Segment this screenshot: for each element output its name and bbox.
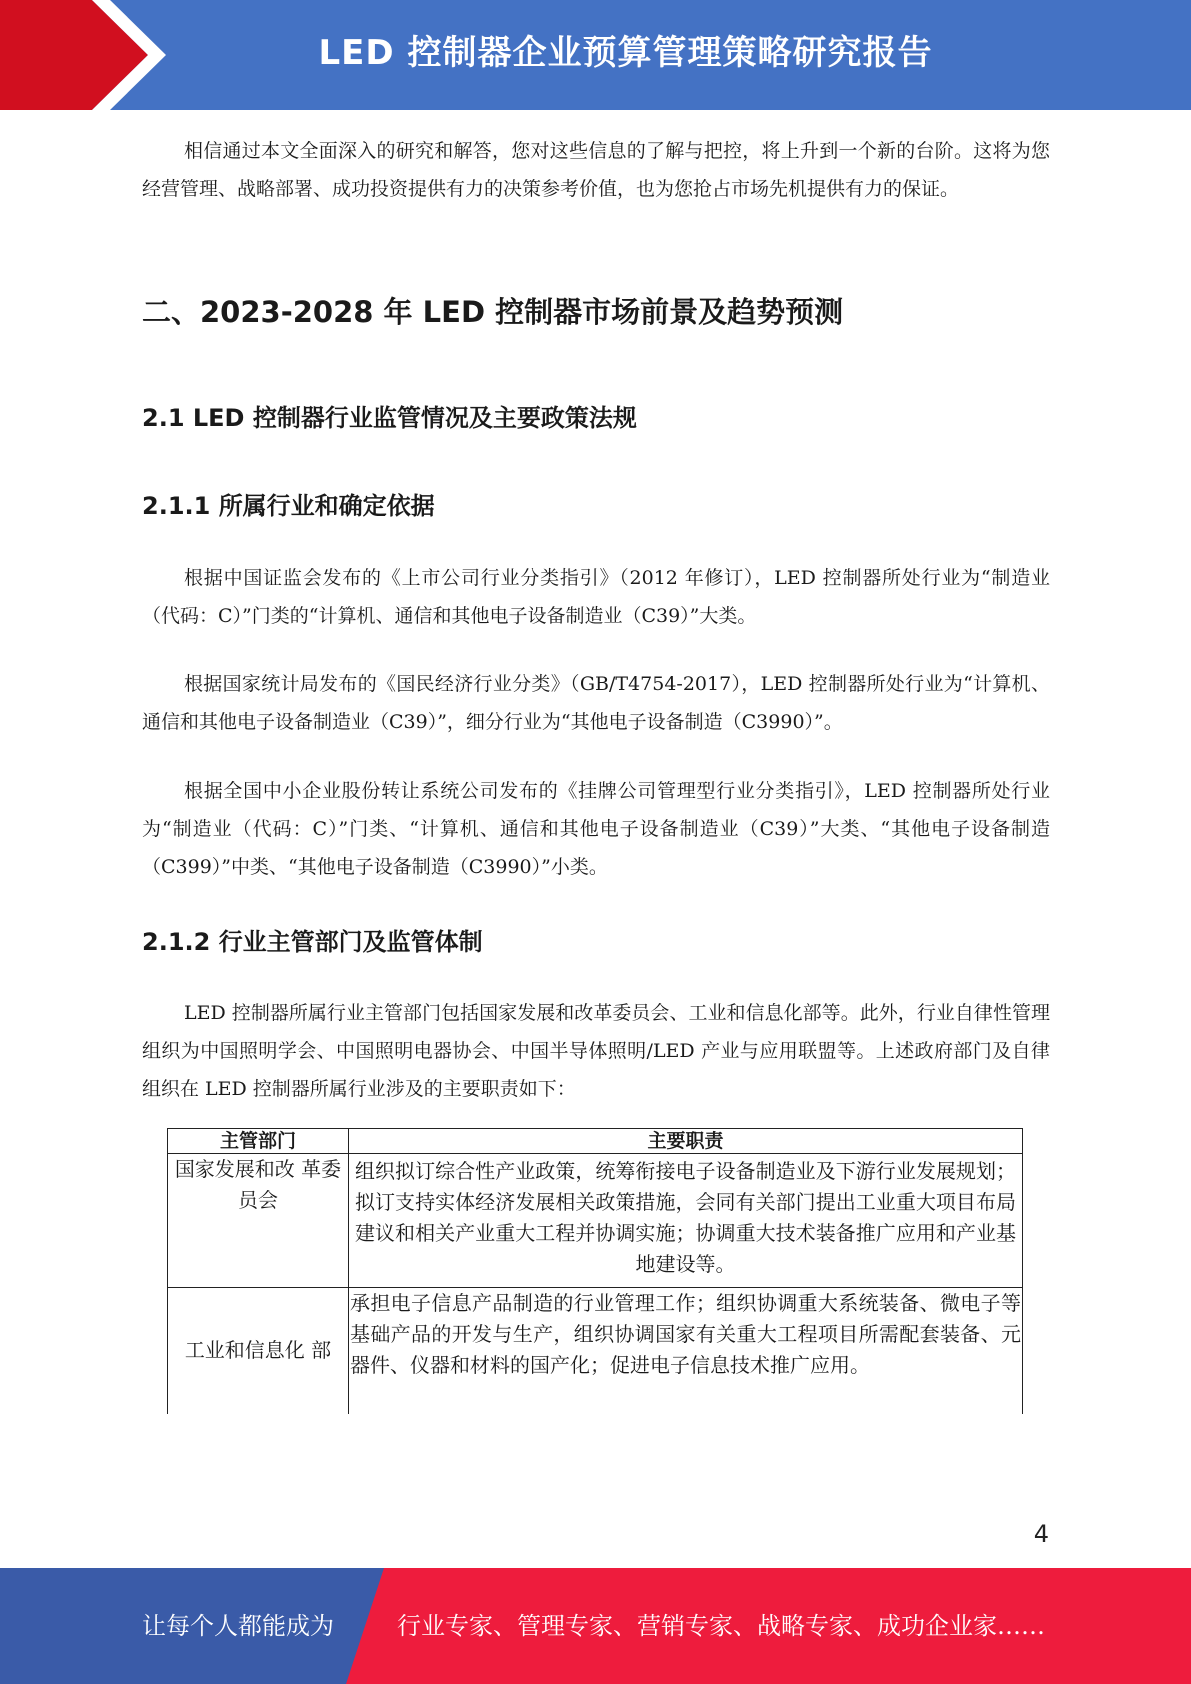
- page-header: [0, 0, 1191, 110]
- table-header-duty: 主要职责: [349, 1129, 1023, 1154]
- section-2-heading-wrap: [142, 290, 1050, 331]
- intro-paragraph: 相信通过本文全面深入的研究和解答，您对这些信息的了解与把控，将上升到一个新的台阶。这将为您经营管理、战略部署、成功投资提供有力的决策参考价值，也为您抢占市场先机提供有力的保证。: [142, 140, 1050, 200]
- section-2-1-heading: 2.1 LED 控制器行业监管情况及主要政策法规: [142, 404, 637, 432]
- table-row: [168, 1154, 1023, 1288]
- intro-block: [142, 132, 1050, 208]
- section-2-1-1-heading: 2.1.1 所属行业和确定依据: [142, 492, 435, 520]
- basis-paragraph-2-wrap: [142, 665, 1050, 741]
- footer-slogan-right: 行业专家、管理专家、营销专家、战略专家、成功企业家……: [397, 1612, 1045, 1640]
- basis-paragraph-1: 根据中国证监会发布的《上市公司行业分类指引》（2012 年修订），LED 控制器所处行业为“制造业（代码：C）”门类的“计算机、通信和其他电子设备制造业（C39）”大类。: [142, 567, 1050, 627]
- section-2-heading: 二、2023-2028 年 LED 控制器市场前景及趋势预测: [142, 295, 844, 329]
- basis-paragraph-2: 根据国家统计局发布的《国民经济行业分类》（GB/T4754-2017），LED 控制器所处行业为“计算机、通信和其他电子设备制造业（C39）”，细分行业为“其他电子设备制造（C3990）”。: [142, 673, 1050, 733]
- section-2-1-heading-wrap: [142, 398, 1050, 433]
- basis-paragraph-3: 根据全国中小企业股份转让系统公司发布的《挂牌公司管理型行业分类指引》，LED 控制器所处行业为“制造业（代码：C）”门类、“计算机、通信和其他电子设备制造业（C39）”大类、“其他电子设备制造（C399）”中类、“其他电子设备制造（C3990）”小类。: [142, 780, 1050, 878]
- footer-slogan-left: 让每个人都能成为: [142, 1612, 334, 1640]
- table-header-dept: 主管部门: [168, 1129, 349, 1154]
- regulator-paragraph-wrap: [142, 994, 1050, 1108]
- section-2-1-2-heading-wrap: [142, 922, 1050, 957]
- table-cell-dept: 工业和信息化 部: [168, 1288, 349, 1414]
- section-2-1-1-heading-wrap: [142, 486, 1050, 521]
- table-row: [168, 1288, 1023, 1414]
- regulator-paragraph: LED 控制器所属行业主管部门包括国家发展和改革委员会、工业和信息化部等。此外，行业自律性管理组织为中国照明学会、中国照明电器协会、中国半导体照明/LED 产业与应用联盟等。上述政府部门及自律组织在 LED 控制器所属行业涉及的主要职责如下：: [142, 1002, 1050, 1100]
- table-cell-dept: 国家发展和改 革委员会: [168, 1154, 349, 1288]
- section-2-1-2-heading: 2.1.2 行业主管部门及监管体制: [142, 928, 483, 956]
- basis-paragraph-3-wrap: [142, 772, 1050, 886]
- table-header-row: [168, 1129, 1023, 1154]
- regulator-table: [167, 1128, 1023, 1414]
- report-title: LED 控制器企业预算管理策略研究报告: [318, 33, 933, 73]
- basis-paragraph-1-wrap: [142, 559, 1050, 635]
- table-cell-duty: 组织拟订综合性产业政策，统筹衔接电子设备制造业及下游行业发展规划；拟订支持实体经济发展相关政策措施，会同有关部门提出工业重大项目布局建议和相关产业重大工程并协调实施；协调重大技术装备推广应用和产业基地建设等。: [349, 1154, 1023, 1288]
- page-footer: [0, 1568, 1191, 1684]
- table-cell-duty: 承担电子信息产品制造的行业管理工作；组织协调重大系统装备、微电子等基础产品的开发与生产，组织协调国家有关重大工程项目所需配套装备、元器件、仪器和材料的国产化；促进电子信息技术推广应用。: [349, 1288, 1023, 1414]
- page-number: 4: [1033, 1520, 1049, 1548]
